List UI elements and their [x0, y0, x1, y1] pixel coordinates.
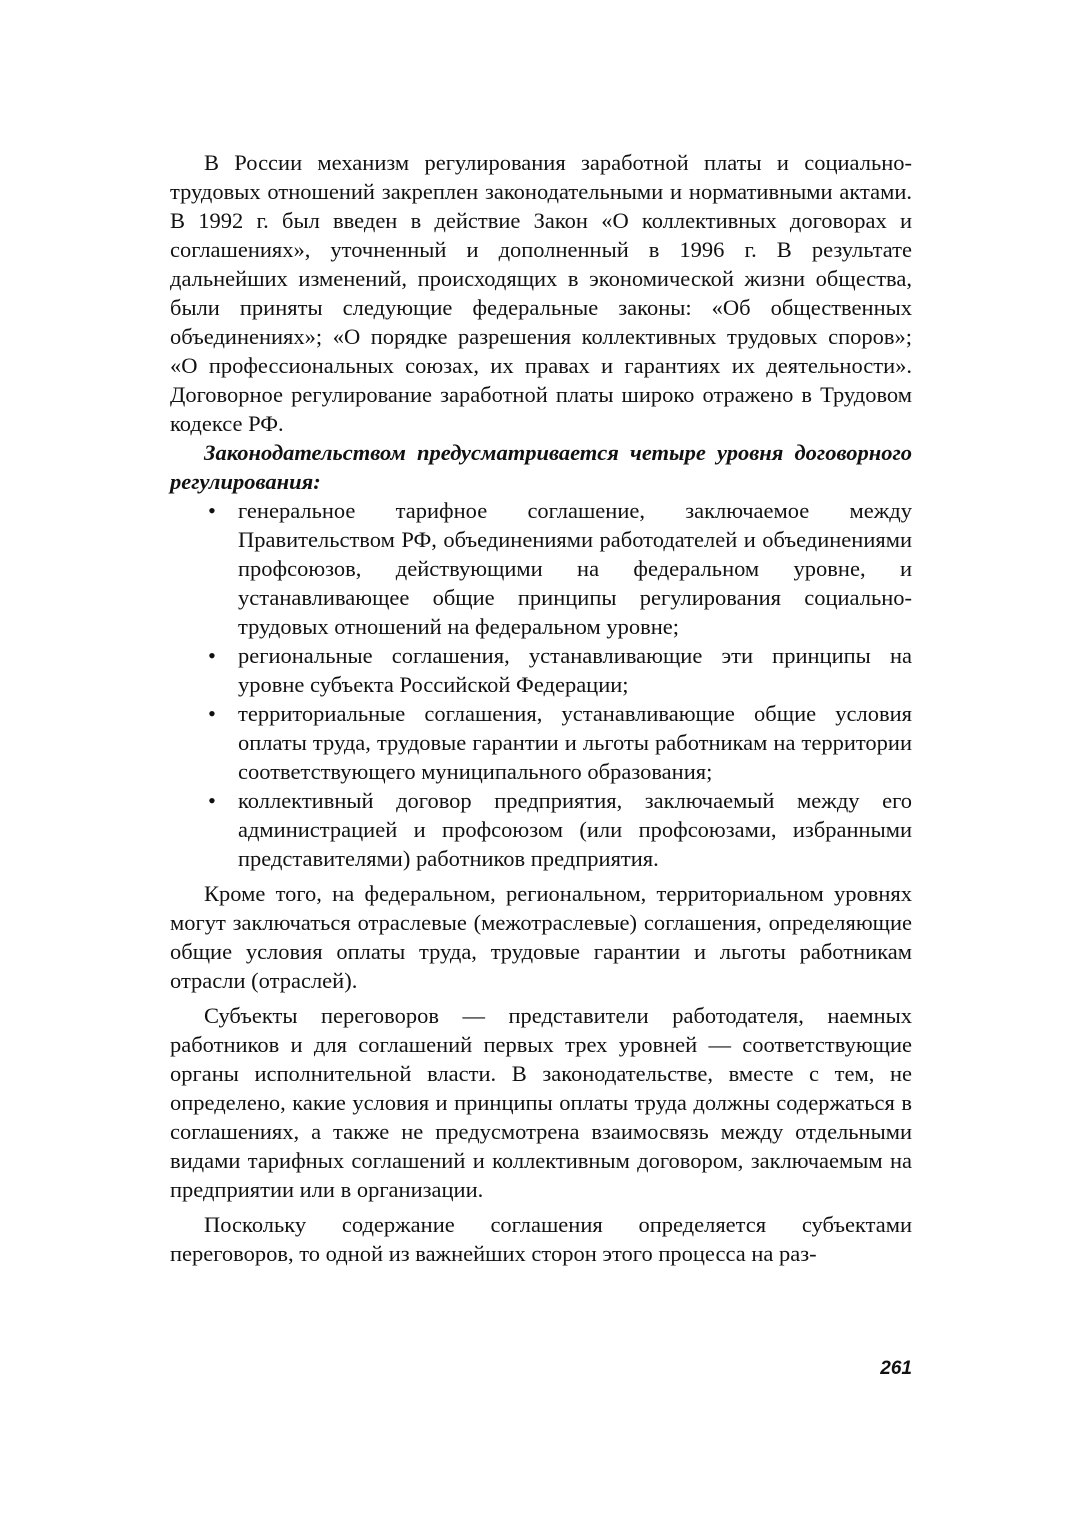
bullet-icon: • — [208, 498, 216, 523]
list-item-text: генеральное тарифное соглашение, заключаемое между Правительством РФ, объединениями работодателей и объединениями профсоюзов, действующими на федеральном уровне, и устанавливающее общие принципы регулирования социально-трудовых отношений на федеральном уровне; — [238, 498, 912, 639]
bullet-icon: • — [208, 701, 216, 726]
list-item-text: региональные соглашения, устанавливающие эти принципы на уровне субъекта Российской Федерации; — [238, 643, 912, 697]
paragraph-sector-agreements: Кроме того, на федеральном, региональном, территориальном уровнях могут заключаться отраслевые (межотраслевые) соглашения, определяющие общие условия оплаты труда, трудовые гарантии и льготы работникам отрасли (отраслей). — [170, 881, 912, 993]
paragraph-negotiation-subjects: Субъекты переговоров — представители работодателя, наемных работников и для соглашений первых трех уровней — соответствующие органы исполнительной власти. В законодательстве, вместе с тем, не определено, какие условия и принципы оплаты труда должны содержаться в соглашениях, а также не предусмотрена взаимосвязь между отдельными видами тарифных соглашений и коллективным договором, заключаемым на предприятии или в организации. — [170, 1003, 912, 1202]
paragraph-agreement-content: Поскольку содержание соглашения определяется субъектами переговоров, то одной из важнейших сторон этого процесса на раз- — [170, 1212, 912, 1266]
list-item — [208, 641, 912, 699]
list-item — [208, 496, 912, 641]
bullet-icon: • — [208, 643, 216, 668]
bullet-icon: • — [208, 788, 216, 813]
page-number: 261 — [880, 1358, 912, 1379]
paragraph-levels-intro: Законодательством предусматривается четыре уровня договорного регулирования: — [170, 440, 912, 494]
page-body — [170, 148, 912, 1268]
levels-list — [170, 496, 912, 873]
paragraph-legal-framework: В России механизм регулирования заработной платы и социально-трудовых отношений закреплен законодательными и нормативными актами. В 1992 г. был введен в действие Закон «О коллективных договорах и соглашениях», уточненный и дополненный в 1996 г. В результате дальнейших изменений, происходящих в экономической жизни общества, были приняты следующие федеральные законы: «Об общественных объединениях»; «О порядке разрешения коллективных трудовых споров»; «О профессиональных союзах, их правах и гарантиях их деятельности». Договорное регулирование заработной платы широко отражено в Трудовом кодексе РФ. — [170, 150, 912, 436]
list-item — [208, 786, 912, 873]
list-item-text: территориальные соглашения, устанавливающие общие условия оплаты труда, трудовые гарантии и льготы работникам на территории соответствующего муниципального образования; — [238, 701, 912, 784]
list-item-text: коллективный договор предприятия, заключаемый между его администрацией и профсоюзом (или профсоюзами, избранными представителями) работников предприятия. — [238, 788, 912, 871]
list-item — [208, 699, 912, 786]
